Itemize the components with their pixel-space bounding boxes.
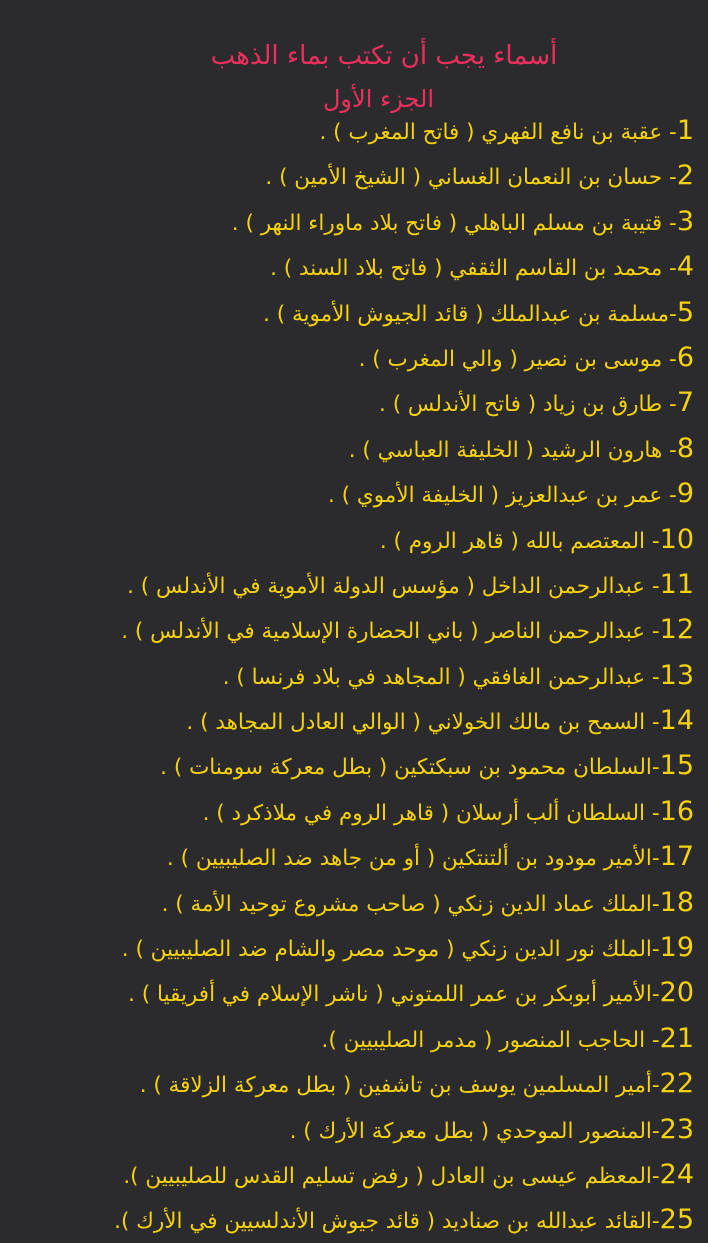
list-item-text: - حسان بن النعمان الغساني ( الشيخ الأمين ) . <box>265 165 677 191</box>
list-item <box>14 789 694 834</box>
list-item <box>14 1152 694 1197</box>
list-item-text: -الأمير أبوبكر بن عمر اللمتوني ( ناشر الإسلام في أفريقيا ) . <box>128 982 660 1008</box>
list-item-text: -الملك نور الدين زنكي ( موحد مصر والشام ضد الصليبيين ) . <box>121 937 660 963</box>
list-item-number: 3 <box>676 205 694 237</box>
list-item <box>14 743 694 788</box>
list-item-text: -الأمير مودود بن ألتنتكين ( أو من جاهد ضد الصليبيين ) . <box>166 846 660 872</box>
list-item <box>14 426 694 471</box>
list-item-number: 18 <box>659 886 694 918</box>
list-item <box>14 108 694 153</box>
list-item-text: - موسى بن نصير ( والي المغرب ) . <box>358 346 677 372</box>
list-item <box>14 1107 694 1152</box>
list-item-number: 8 <box>676 432 694 464</box>
list-item <box>14 562 694 607</box>
list-item-number: 11 <box>659 568 694 600</box>
list-item-text: - هارون الرشيد ( الخليفة العباسي ) . <box>348 437 677 463</box>
list-item-number: 25 <box>659 1204 694 1236</box>
list-item <box>14 607 694 652</box>
list-item-number: 12 <box>659 614 694 646</box>
list-item-number: 19 <box>659 932 694 964</box>
list-item-text: - عبدالرحمن الناصر ( باني الحضارة الإسلامية في الأندلس ) . <box>121 619 660 645</box>
list-item-number: 14 <box>659 705 694 737</box>
list-item <box>14 1197 694 1242</box>
list-item-text: - عمر بن عبدالعزيز ( الخليفة الأموي ) . <box>327 483 677 509</box>
list-item <box>14 153 694 198</box>
list-item-text: -القائد عبدالله بن صناديد ( قائد جيوش الأندلسيين في الأرك ). <box>114 1209 660 1235</box>
list-item-number: 22 <box>659 1068 694 1100</box>
list-item-number: 24 <box>659 1158 694 1190</box>
list-item-text: -السلطان محمود بن سبكتكين ( بطل معركة سومنات ) . <box>160 755 660 781</box>
list-item-text: -الملك عماد الدين زنكي ( صاحب مشروع توحيد الأمة ) . <box>161 891 660 917</box>
list-item-text: - عقبة بن نافع الفهري ( فاتح المغرب ) . <box>319 120 677 145</box>
list-item-text: - عبدالرحمن الغافقي ( المجاهد في بلاد فرنسا ) . <box>222 664 660 690</box>
list-item <box>14 517 694 562</box>
list-item <box>14 1061 694 1106</box>
list-item-number: 7 <box>676 387 694 419</box>
list-item-number: 4 <box>676 251 694 283</box>
list-item-text: -مسلمة بن عبدالملك ( قائد الجيوش الأموية ) . <box>263 301 677 327</box>
list-item-number: 20 <box>659 977 694 1009</box>
list-item-number: 1 <box>676 115 694 146</box>
list-item-text: -المعظم عيسى بن العادل ( رفض تسليم القدس للصليبيين ). <box>123 1163 660 1189</box>
list-item-text: - المعتصم بالله ( قاهر الروم ) . <box>379 528 660 554</box>
list-item-text: - طارق بن زياد ( فاتح الأندلس ) . <box>379 392 677 418</box>
list-item-number: 5 <box>676 296 694 328</box>
list-item-text: - محمد بن القاسم الثقفي ( فاتح بلاد السند ) . <box>270 256 677 282</box>
list-item-text: -المنصور الموحدي ( بطل معركة الأرك ) . <box>289 1118 660 1144</box>
list-item <box>14 880 694 925</box>
list-item <box>14 1016 694 1061</box>
list-item-text: - السمح بن مالك الخولاني ( الوالي العادل المجاهد ) . <box>186 710 660 736</box>
list-item-number: 10 <box>659 523 694 555</box>
list-item <box>14 970 694 1015</box>
list-item-text: - السلطان ألب أرسلان ( قاهر الروم في ملاذكرد ) . <box>202 800 660 826</box>
list-item-text: - قتيبة بن مسلم الباهلي ( فاتح بلاد ماوراء النهر ) . <box>231 210 677 236</box>
list-item-text: - الحاجب المنصور ( مدمر الصليبيين ). <box>321 1027 660 1053</box>
list-item <box>14 290 694 335</box>
page-title: أسماء يجب أن تكتب بماء الذهب <box>210 41 558 71</box>
list-item-number: 15 <box>659 750 694 782</box>
list-item-number: 17 <box>659 841 694 873</box>
list-item <box>14 834 694 879</box>
list-item-number: 6 <box>676 341 694 373</box>
list-item <box>14 199 694 244</box>
list-item-number: 16 <box>659 795 694 827</box>
list-item <box>14 925 694 970</box>
list-item <box>14 698 694 743</box>
list-item <box>14 335 694 380</box>
list-item-number: 13 <box>659 659 694 691</box>
page-subtitle: الجزء الأول <box>322 85 434 113</box>
list-item-text: - عبدالرحمن الداخل ( مؤسس الدولة الأموية في الأندلس ) . <box>127 573 660 599</box>
list-item-number: 9 <box>676 478 694 510</box>
list-item-number: 2 <box>676 160 694 192</box>
list-item-number: 23 <box>659 1113 694 1145</box>
list-item <box>14 380 694 425</box>
list-item-text: -أمير المسلمين يوسف بن تاشفين ( بطل معركة الزلاقة ) . <box>139 1073 660 1099</box>
list-item <box>14 471 694 516</box>
list-item <box>14 244 694 289</box>
list-item <box>14 653 694 698</box>
names-list <box>14 108 694 1243</box>
list-item-number: 21 <box>659 1022 694 1054</box>
